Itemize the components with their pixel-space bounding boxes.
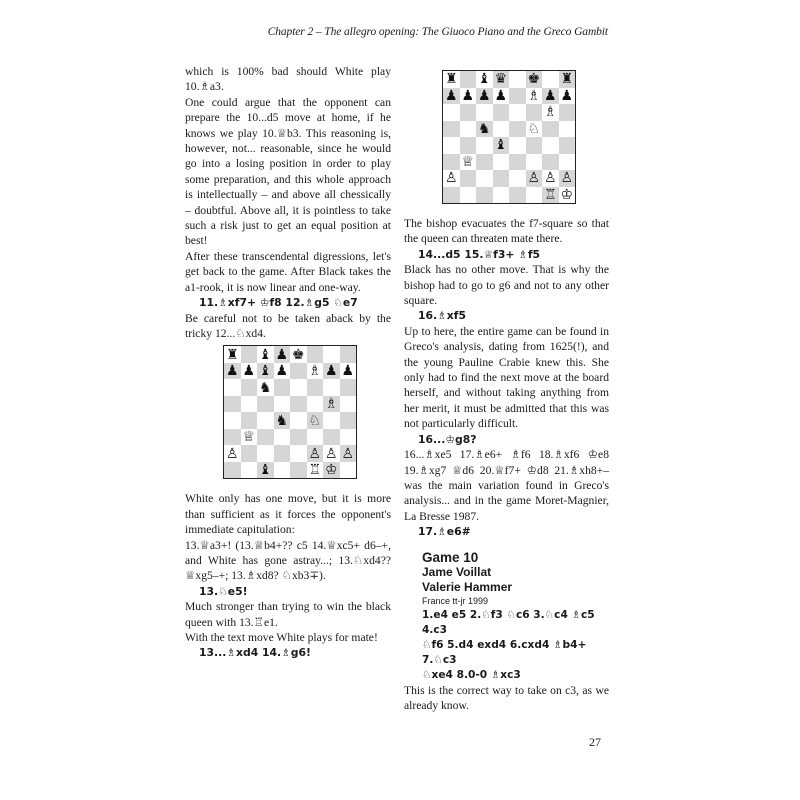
board-square	[542, 170, 559, 187]
board-square	[542, 88, 559, 105]
paragraph: Much stronger than trying to win the black queen with 13.♖e1.	[185, 600, 391, 629]
game-event: France tt-jr 1999	[422, 595, 489, 606]
board-square	[559, 154, 576, 171]
chess-piece: ♗	[308, 363, 322, 380]
board-square	[274, 363, 291, 380]
board-square	[526, 170, 543, 187]
paragraph: 16...♗xe5 17.♗e6+ ♗f6 18.♗xf6 ♔e8 19.♗xg7 ♕d6 20.♕f7+ ♔d8 21.♗xh8+– was the main variation found in Greco's analysis... and in the game Moret-Magnier, La Bresse 1987.	[404, 448, 609, 523]
board-square	[460, 88, 477, 105]
black-player: Valerie Hammer	[422, 579, 513, 594]
paragraph: which is 100% bad should White play 10.♗a3.	[185, 65, 391, 94]
board-square	[443, 88, 460, 105]
board-square	[443, 154, 460, 171]
board-square	[241, 379, 258, 396]
board-square	[307, 363, 324, 380]
board-square	[559, 71, 576, 88]
chess-piece: ♜	[444, 71, 458, 88]
board-square	[559, 121, 576, 138]
paragraph: Up to here, the entire game can be found in Greco's analysis, dating from 1625(!), and the young Pauline Crabie knew this. She only had to find the next move at the board herself, and without taking anything from her merit, it must be admitted that this was not particularly difficult.	[404, 324, 609, 431]
board-square	[224, 412, 241, 429]
board-square	[493, 187, 510, 204]
board-square	[241, 363, 258, 380]
board-square	[307, 396, 324, 413]
paragraph: This is the correct way to take on c3, as we already know.	[404, 683, 609, 713]
board-square	[241, 346, 258, 363]
board-square	[542, 187, 559, 204]
paragraph: With the text move White plays for mate!	[185, 630, 378, 644]
paragraph: One could argue that the opponent can prepare the 10...d5 move at home, if he knows we play 10.♕b3. This reasoning is, however, not... reasonable, since he would go into a losing position in order to play some preparation, and this whole approach is intellectually – and above all chessically – doubtful. Above all, it is pointless to take such a risk just to get an equal position at best!	[185, 95, 391, 248]
board-square	[526, 71, 543, 88]
opening-line: ♘f6 5.d4 exd4 6.cxd4 ♗b4+ 7.♘c3	[422, 638, 587, 666]
chess-piece: ♟	[461, 87, 475, 104]
board-square	[257, 462, 274, 479]
chess-piece: ♜	[560, 71, 574, 88]
board-square	[509, 121, 526, 138]
chess-piece: ♚	[291, 346, 305, 363]
board-square	[509, 88, 526, 105]
board-square	[340, 429, 357, 446]
move-line: 16...♔g8?	[418, 432, 477, 446]
move-line: 14...d5 15.♕f3+ ♗f5	[418, 247, 541, 261]
board-square	[542, 104, 559, 121]
board-square	[476, 121, 493, 138]
chess-piece: ♙	[543, 170, 557, 187]
chess-piece: ♕	[461, 153, 475, 170]
chess-piece: ♙	[527, 170, 541, 187]
opening-line: ♘xe4 8.0-0 ♗xc3	[422, 668, 521, 681]
board-square	[559, 104, 576, 121]
board-square	[274, 346, 291, 363]
board-square	[323, 363, 340, 380]
board-square	[493, 121, 510, 138]
board-square	[307, 462, 324, 479]
board-square	[542, 121, 559, 138]
move-line: 16.♗xf5	[418, 309, 466, 323]
chess-piece: ♔	[560, 186, 574, 203]
chess-piece: ♟	[275, 363, 289, 380]
board-square	[476, 170, 493, 187]
chess-piece: ♟	[225, 363, 239, 380]
board-square	[542, 71, 559, 88]
chess-piece: ♞	[275, 412, 289, 429]
chess-piece: ♟	[341, 363, 355, 380]
board-square	[526, 154, 543, 171]
board-square	[509, 137, 526, 154]
board-square	[323, 445, 340, 462]
board-square	[443, 71, 460, 88]
board-square	[323, 396, 340, 413]
board-square	[257, 396, 274, 413]
board-square	[274, 396, 291, 413]
board-square	[476, 187, 493, 204]
board-square	[274, 429, 291, 446]
chess-piece: ♙	[308, 445, 322, 462]
board-square	[443, 137, 460, 154]
paragraph: Black has no other move. That is why the bishop had to go to g6 and not to any other square.	[404, 263, 609, 308]
chess-board	[223, 345, 357, 479]
board-square	[323, 379, 340, 396]
board-square	[340, 445, 357, 462]
board-square	[307, 445, 324, 462]
chess-piece: ♘	[308, 412, 322, 429]
board-square	[340, 379, 357, 396]
board-square	[460, 71, 477, 88]
board-square	[274, 412, 291, 429]
chess-piece: ♟	[444, 87, 458, 104]
board-square	[460, 137, 477, 154]
board-square	[307, 379, 324, 396]
chess-piece: ♞	[477, 120, 491, 137]
chess-piece: ♗	[527, 87, 541, 104]
chess-piece: ♟	[477, 87, 491, 104]
board-square	[526, 104, 543, 121]
chess-piece: ♙	[225, 445, 239, 462]
running-header: Chapter 2 – The allegro opening: The Giuoco Piano and the Greco Gambit	[267, 26, 608, 38]
board-square	[476, 88, 493, 105]
chess-piece: ♟	[494, 87, 508, 104]
chess-piece: ♔	[324, 462, 338, 479]
board-square	[526, 187, 543, 204]
game-title: Game 10	[422, 549, 479, 565]
chess-piece: ♟	[560, 87, 574, 104]
chess-piece: ♟	[275, 346, 289, 363]
board-square	[460, 121, 477, 138]
chess-piece: ♚	[527, 71, 541, 88]
board-square	[224, 346, 241, 363]
chess-piece: ♟	[324, 363, 338, 380]
board-square	[443, 104, 460, 121]
board-square	[443, 121, 460, 138]
paragraph: After these transcendental digressions, let's get back to the game. After Black takes the a1-rook, it is now linear and one-way.	[185, 249, 391, 294]
board-square	[476, 71, 493, 88]
board-square	[224, 379, 241, 396]
chess-piece: ♝	[494, 137, 508, 154]
board-square	[493, 154, 510, 171]
board-square	[340, 396, 357, 413]
board-square	[340, 346, 357, 363]
chess-piece: ♙	[560, 170, 574, 187]
board-square	[460, 170, 477, 187]
board-square	[509, 187, 526, 204]
board-square	[274, 462, 291, 479]
move-line: 17.♗e6#	[418, 525, 471, 539]
chess-piece: ♛	[494, 71, 508, 88]
board-square	[257, 412, 274, 429]
board-square	[307, 429, 324, 446]
board-square	[307, 412, 324, 429]
board-square	[460, 154, 477, 171]
move-line: 13.♘e5!	[199, 584, 248, 598]
board-square	[323, 429, 340, 446]
move-line: 11.♗xf7+ ♔f8 12.♗g5 ♘e7	[199, 296, 358, 310]
chess-piece: ♙	[341, 445, 355, 462]
board-square	[460, 104, 477, 121]
board-square	[224, 445, 241, 462]
chess-piece: ♝	[258, 346, 272, 363]
board-square	[290, 445, 307, 462]
board-square	[290, 396, 307, 413]
paragraph: White only has one move, but it is more than sufficient as it forces the opponent's immediate capitulation:	[185, 492, 391, 537]
board-square	[257, 429, 274, 446]
board-square	[340, 412, 357, 429]
chess-diagram-left	[223, 345, 391, 479]
board-square	[274, 445, 291, 462]
board-square	[224, 363, 241, 380]
left-column	[185, 64, 391, 661]
paragraph: Be careful not to be taken aback by the tricky 12...♘xd4.	[185, 311, 391, 340]
board-square	[323, 412, 340, 429]
board-square	[257, 363, 274, 380]
chess-piece: ♝	[477, 71, 491, 88]
board-square	[460, 187, 477, 204]
board-square	[290, 363, 307, 380]
chess-piece: ♟	[543, 87, 557, 104]
paragraph: 13.♕a3+! (13.♕b4+?? c5 14.♕xc5+ d6–+, and White has gone astray...; 13.♘xd4?? ♕xg5–+; 13.♗xd8? ♘xb3∓).	[185, 538, 391, 583]
board-square	[493, 104, 510, 121]
board-square	[493, 88, 510, 105]
chess-piece: ♙	[324, 445, 338, 462]
board-square	[559, 88, 576, 105]
chess-piece: ♗	[543, 104, 557, 121]
chess-piece: ♞	[258, 379, 272, 396]
chess-piece: ♖	[543, 186, 557, 203]
board-square	[241, 445, 258, 462]
board-square	[493, 71, 510, 88]
move-line: 13...♗xd4 14.♗g6!	[199, 646, 311, 660]
chess-piece: ♜	[225, 346, 239, 363]
board-square	[290, 429, 307, 446]
board-square	[290, 346, 307, 363]
board-square	[559, 137, 576, 154]
board-square	[241, 462, 258, 479]
board-square	[241, 396, 258, 413]
chess-piece: ♝	[258, 363, 272, 380]
right-column	[404, 64, 609, 714]
board-square	[290, 412, 307, 429]
board-square	[257, 346, 274, 363]
board-square	[476, 104, 493, 121]
board-square	[526, 88, 543, 105]
board-square	[542, 137, 559, 154]
board-square	[443, 187, 460, 204]
board-square	[509, 154, 526, 171]
board-square	[542, 154, 559, 171]
board-square	[257, 445, 274, 462]
board-square	[307, 346, 324, 363]
chess-piece: ♘	[527, 120, 541, 137]
board-square	[257, 379, 274, 396]
white-player: Jame Voillat	[422, 564, 492, 579]
board-square	[241, 412, 258, 429]
board-square	[509, 170, 526, 187]
board-square	[443, 170, 460, 187]
board-square	[290, 462, 307, 479]
board-square	[526, 137, 543, 154]
board-square	[340, 462, 357, 479]
board-square	[323, 346, 340, 363]
board-square	[476, 137, 493, 154]
board-square	[274, 379, 291, 396]
board-square	[224, 429, 241, 446]
chess-piece: ♟	[242, 363, 256, 380]
chess-piece: ♕	[242, 429, 256, 446]
page-number: 27	[589, 735, 601, 749]
board-square	[493, 170, 510, 187]
chess-piece: ♗	[324, 396, 338, 413]
board-square	[224, 462, 241, 479]
board-square	[509, 104, 526, 121]
chess-piece: ♝	[258, 462, 272, 479]
board-square	[290, 379, 307, 396]
board-square	[323, 462, 340, 479]
board-square	[559, 170, 576, 187]
board-square	[559, 187, 576, 204]
board-square	[224, 396, 241, 413]
opening-line: 1.e4 e5 2.♘f3 ♘c6 3.♘c4 ♗c5 4.c3	[422, 608, 595, 636]
chess-board	[442, 70, 576, 204]
board-square	[340, 363, 357, 380]
paragraph: The bishop evacuates the f7-square so that the queen can threaten mate there.	[404, 217, 609, 246]
chess-piece: ♖	[308, 462, 322, 479]
board-square	[526, 121, 543, 138]
board-square	[493, 137, 510, 154]
chess-piece: ♙	[444, 170, 458, 187]
board-square	[509, 71, 526, 88]
board-square	[476, 154, 493, 171]
chess-diagram-top-right	[442, 70, 609, 204]
board-square	[241, 429, 258, 446]
